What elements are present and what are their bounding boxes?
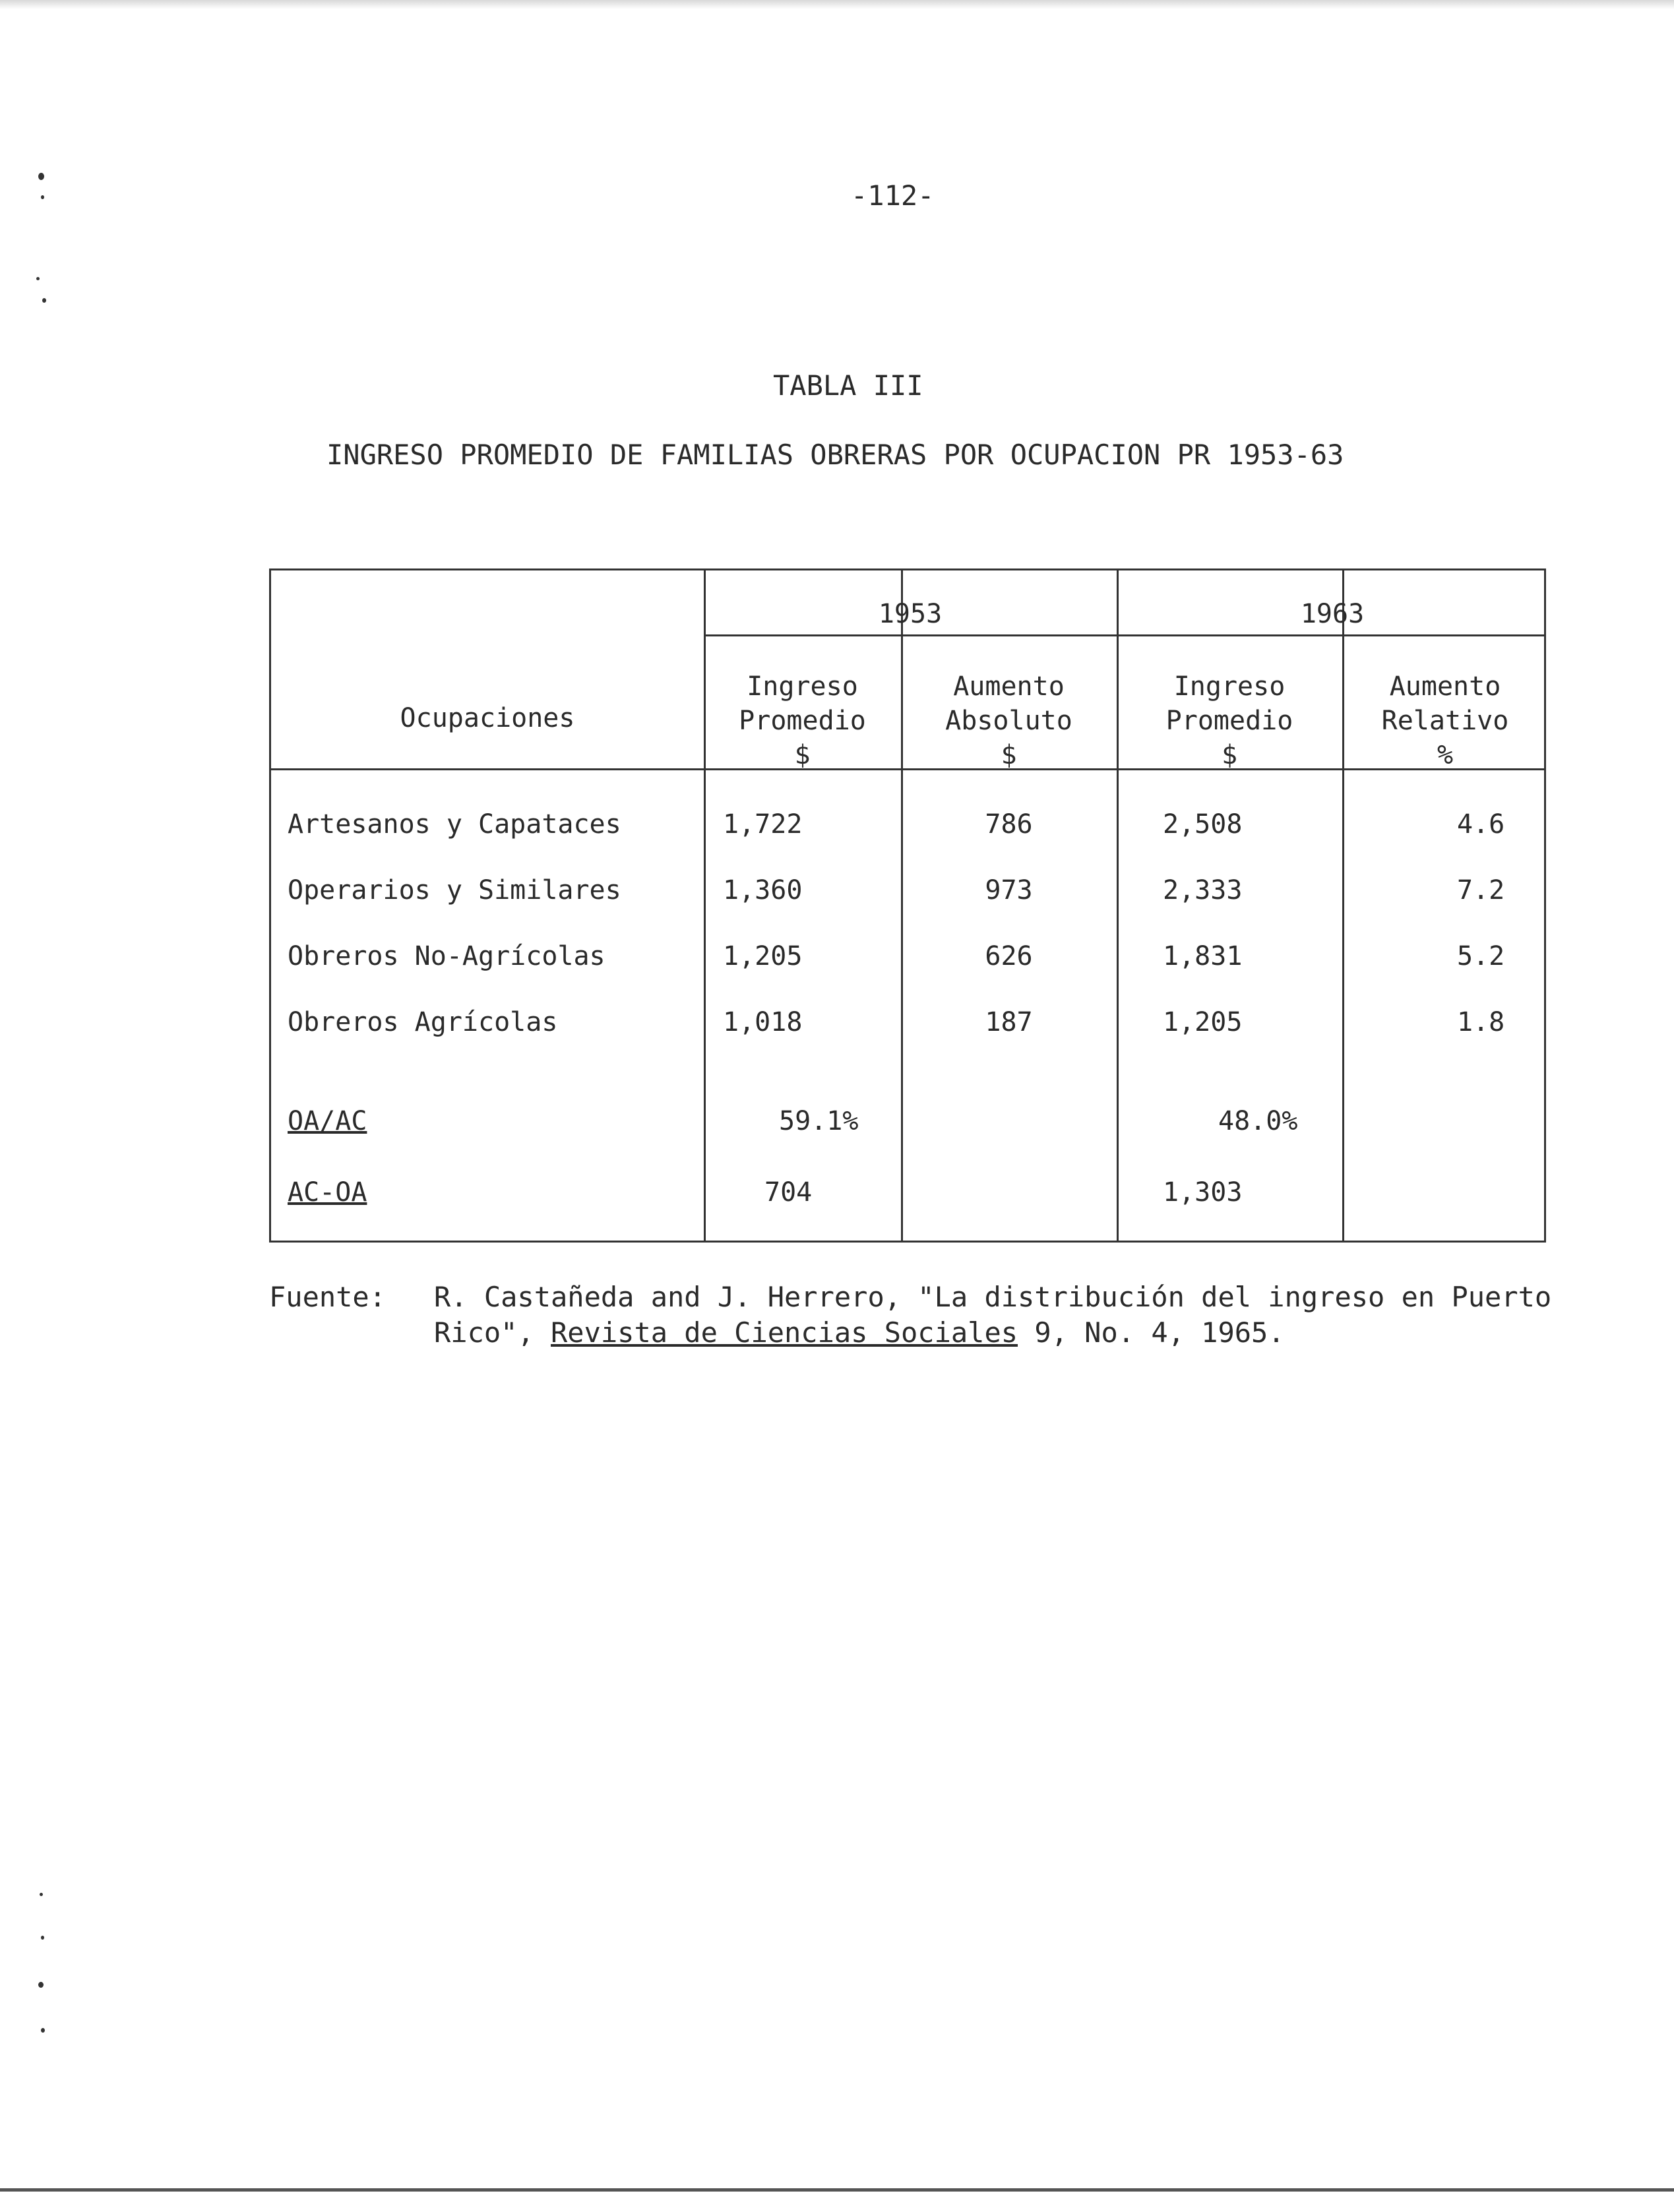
row-occupation: Operarios y Similares (288, 875, 621, 906)
scan-speck (42, 298, 46, 303)
header-aumento-absoluto (901, 669, 1117, 772)
scan-top-edge (0, 0, 1674, 9)
scan-speck (36, 277, 40, 280)
header-aumento-relativo (1342, 669, 1548, 772)
row-ingreso-1963: 2,333 (1163, 875, 1243, 906)
row-ingreso-1953: 1,018 (723, 1007, 803, 1037)
source-label: Fuente: (269, 1281, 387, 1313)
ratio-1953: 59.1% (779, 1106, 859, 1136)
row-ingreso-1953: 1,360 (723, 875, 803, 906)
year-1963-header: 1963 (1300, 599, 1365, 629)
header-line: Relativo (1381, 706, 1509, 736)
header-unit: $ (1221, 740, 1238, 770)
scan-bottom-edge (0, 2188, 1674, 2192)
row-aumento-relativo: 7.2 (1457, 875, 1505, 906)
scan-speck (41, 195, 44, 199)
scan-speck (38, 173, 44, 180)
scan-speck (40, 1893, 43, 1896)
row-occupation: Artesanos y Capataces (288, 809, 621, 840)
citation-volume: 9, No. 4, 1965. (1018, 1316, 1285, 1349)
source-citation (434, 1279, 1555, 1351)
table-label: TABLA III (773, 369, 923, 402)
row-aumento-absoluto: 187 (985, 1007, 1033, 1037)
income-table (269, 568, 1546, 1243)
table-title: INGRESO PROMEDIO DE FAMILIAS OBRERAS POR OCUPACION PR 1953-63 (326, 439, 1344, 471)
row-ingreso-1963: 1,831 (1163, 941, 1243, 971)
ratio-label: OA/AC (288, 1106, 367, 1136)
page-number: -112- (851, 179, 935, 212)
header-line: Aumento (953, 671, 1065, 702)
header-line: Absoluto (945, 706, 1072, 736)
scan-speck (38, 1982, 44, 1988)
ratio-label: AC-OA (288, 1177, 367, 1208)
row-ingreso-1963: 1,205 (1163, 1007, 1243, 1037)
citation-publication: Revista de Ciencias Sociales (551, 1316, 1018, 1349)
header-unit: $ (794, 740, 811, 770)
header-line: Promedio (1165, 706, 1293, 736)
header-line: Aumento (1389, 671, 1501, 702)
row-occupation: Obreros Agrícolas (288, 1007, 558, 1037)
row-aumento-relativo: 1.8 (1457, 1007, 1505, 1037)
row-aumento-relativo: 4.6 (1457, 809, 1505, 840)
header-line: Ingreso (747, 671, 858, 702)
ratio-1963: 48.0% (1218, 1106, 1298, 1136)
scan-speck (41, 1936, 44, 1940)
row-aumento-relativo: 5.2 (1457, 941, 1505, 971)
row-aumento-absoluto: 973 (985, 875, 1033, 906)
header-unit: $ (1001, 740, 1017, 770)
year-header-divider (704, 634, 1544, 636)
row-aumento-absoluto: 626 (985, 941, 1033, 971)
row-ingreso-1953: 1,722 (723, 809, 803, 840)
header-line: Ingreso (1173, 671, 1286, 702)
header-line: Promedio (739, 706, 866, 736)
citation-authors-title: R. Castañeda and J. Herrero, "La distribución del ingreso en Puerto Rico", (434, 1281, 1552, 1349)
row-aumento-absoluto: 786 (985, 809, 1033, 840)
row-occupation: Obreros No-Agrícolas (288, 941, 605, 971)
header-unit: % (1437, 740, 1454, 770)
ratio-1963: 1,303 (1163, 1177, 1243, 1208)
header-ingreso-1963 (1117, 669, 1342, 772)
header-ingreso-1953 (704, 669, 901, 772)
scan-speck (41, 2028, 45, 2033)
row-ingreso-1963: 2,508 (1163, 809, 1243, 840)
year-1953-header: 1953 (878, 599, 943, 629)
ratio-1953: 704 (764, 1177, 813, 1208)
occupations-header: Ocupaciones (400, 703, 575, 733)
row-ingreso-1953: 1,205 (723, 941, 803, 971)
